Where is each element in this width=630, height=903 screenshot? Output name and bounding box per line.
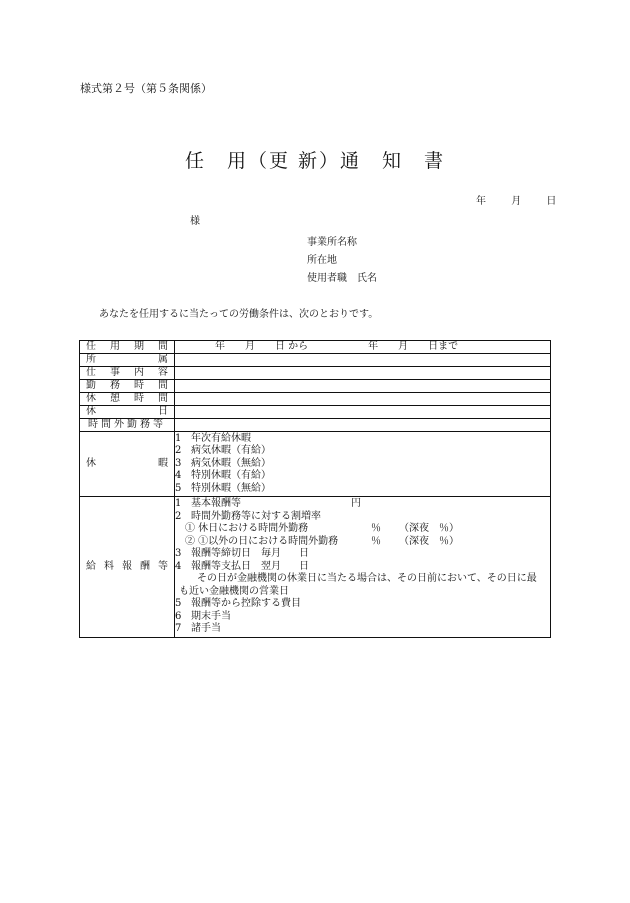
label-term	[80, 341, 175, 354]
row-term	[80, 341, 551, 354]
label-char: 報	[122, 561, 132, 572]
label-char: 仕	[86, 367, 96, 378]
label-char: 暇	[158, 458, 168, 469]
label-char: 休	[86, 393, 96, 404]
salary-line-base: 1 基本報酬等 円	[175, 498, 361, 510]
label-char: 事	[110, 367, 120, 378]
label-char: 料	[104, 561, 114, 572]
label-char: 酬	[140, 561, 150, 572]
label-char: 任	[86, 341, 96, 352]
addressee-suffix: 様	[190, 216, 200, 227]
row-holidays	[80, 406, 551, 419]
label-char: 務	[110, 380, 120, 391]
value-duties	[175, 367, 551, 380]
label-char: 憩	[110, 393, 120, 404]
label-char: 休	[86, 406, 96, 417]
value-overtime	[175, 419, 551, 432]
value-holidays	[175, 406, 551, 419]
employer-address-label: 所在地	[307, 255, 337, 266]
label-duties	[80, 367, 175, 380]
leave-item: 2 病気休暇（有給）	[175, 445, 271, 457]
date-line	[476, 192, 556, 207]
value-affiliation	[175, 354, 551, 367]
value-term: 年 月 日 から 年 月 日まで	[175, 341, 551, 354]
salary-line-bonus: 6 期末手当	[175, 610, 231, 622]
salary-line-note-2: も近い金融機関の営業日	[179, 585, 289, 597]
salary-line-holiday-overtime: ① 休日における時間外勤務 ％ （深夜 ％）	[185, 523, 459, 535]
salary-line-deductions: 5 報酬等から控除する費目	[175, 598, 301, 610]
leave-item: 1 年次有給休暇	[175, 432, 251, 444]
label-char: 時	[134, 380, 144, 391]
intro-text: あなたを任用するに当たっての労働条件は、次のとおりです。	[99, 309, 379, 320]
date-year: 年	[476, 196, 486, 207]
row-leave	[80, 432, 551, 497]
label-overtime: 時間外勤務等	[80, 419, 175, 432]
label-char: 間	[158, 380, 168, 391]
label-work-hours	[80, 380, 175, 393]
label-char: 休	[86, 458, 96, 469]
date-day: 日	[546, 196, 557, 207]
label-char: 間	[158, 393, 168, 404]
row-break-time	[80, 393, 551, 406]
row-overtime	[80, 419, 551, 432]
row-affiliation	[80, 354, 551, 367]
label-char: 勤	[86, 380, 96, 391]
row-duties	[80, 367, 551, 380]
value-leave	[175, 432, 551, 497]
row-work-hours	[80, 380, 551, 393]
salary-line-note-1: その日が金融機関の休業日に当たる場合は、その日前において、その日に最	[197, 573, 537, 585]
value-break-time	[175, 393, 551, 406]
label-char: 期	[134, 341, 144, 352]
label-char: 日	[158, 406, 168, 417]
label-salary	[80, 497, 175, 638]
label-char: 容	[158, 367, 168, 378]
employer-signatory-label: 使用者職 氏名	[307, 273, 377, 284]
salary-line-payday: 4 報酬等支払日 翌月 日	[175, 560, 309, 572]
label-char: 用	[110, 341, 120, 352]
salary-line-allowances: 7 諸手当	[175, 623, 221, 635]
label-leave	[80, 432, 175, 497]
leave-item: 4 特別休暇（有給）	[175, 470, 271, 482]
date-month: 月	[511, 196, 522, 207]
employer-name-label: 事業所名称	[307, 237, 357, 248]
value-work-hours	[175, 380, 551, 393]
conditions-table	[79, 340, 551, 638]
row-salary	[80, 497, 551, 638]
salary-line-overtime-rate: 2 時間外勤務等に対する割増率	[175, 510, 321, 522]
value-salary	[175, 497, 551, 638]
document-title: 任 用（更 新）通 知 書	[184, 150, 446, 172]
label-char: 時	[134, 393, 144, 404]
label-affiliation	[80, 354, 175, 367]
leave-item: 5 特別休暇（無給）	[175, 482, 271, 494]
label-holidays	[80, 406, 175, 419]
label-char: 所	[86, 354, 96, 365]
salary-line-cutoff: 3 報酬等締切日 毎月 日	[175, 548, 309, 560]
label-char: 間	[158, 341, 168, 352]
form-number: 様式第２号（第５条関係）	[80, 82, 212, 95]
leave-item: 3 病気休暇（無給）	[175, 457, 271, 469]
label-break-time	[80, 393, 175, 406]
label-char: 等	[158, 561, 168, 572]
label-char: 給	[86, 561, 96, 572]
label-char: 内	[134, 367, 144, 378]
label-char: 属	[158, 354, 168, 365]
salary-line-other-overtime: ② ①以外の日における時間外勤務 ％ （深夜 ％）	[185, 535, 459, 547]
